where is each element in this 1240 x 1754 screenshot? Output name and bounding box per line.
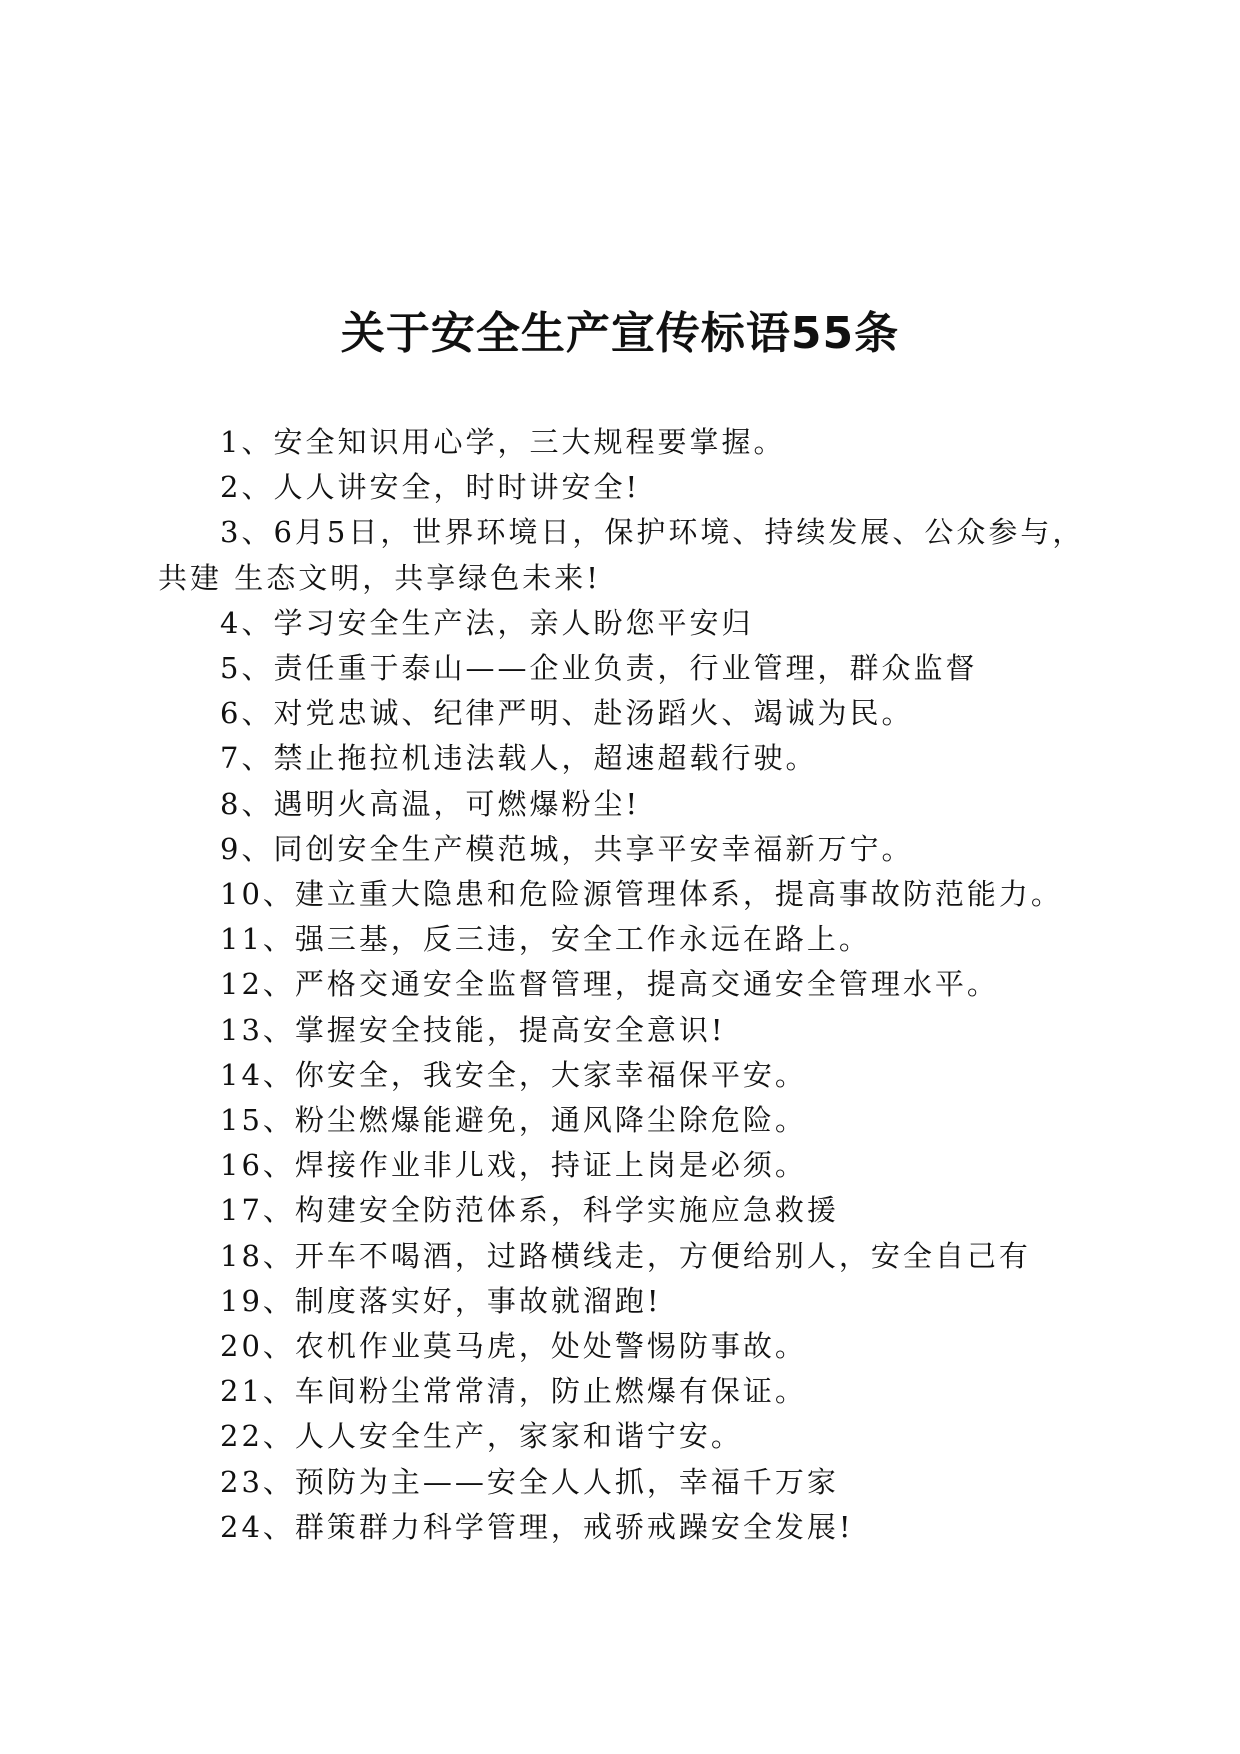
slogan-item — [158, 962, 1088, 1007]
slogan-item — [158, 1369, 1088, 1414]
slogan-text: 22、人人安全生产，家家和谐宁安。 — [220, 1419, 743, 1454]
slogan-item — [158, 1505, 1088, 1550]
slogan-text: 15、粉尘燃爆能避免，通风降尘除危险。 — [220, 1103, 807, 1138]
slogan-item — [158, 827, 1088, 872]
slogan-text: 10、建立重大隐患和危险源管理体系，提高事故防范能力。 — [220, 877, 1063, 912]
slogan-item — [158, 1098, 1088, 1143]
slogan-text: 24、群策群力科学管理，戒骄戒躁安全发展! — [220, 1509, 854, 1544]
slogan-item — [158, 1008, 1088, 1053]
slogan-item — [158, 510, 1088, 600]
slogan-item — [158, 782, 1088, 827]
slogan-text: 23、预防为主——安全人人抓，幸福千万家 — [220, 1464, 839, 1499]
slogan-text: 18、开车不喝酒，过路横线走，方便给别人，安全自己有 — [220, 1238, 1031, 1273]
slogan-text: 9、同创安全生产模范城，共享平安幸福新万宁。 — [220, 831, 914, 866]
slogan-text: 17、构建安全防范体系，科学实施应急救援 — [220, 1193, 839, 1228]
slogan-text: 7、禁止拖拉机违法载人，超速超载行驶。 — [220, 741, 818, 776]
slogan-text: 21、车间粉尘常常清，防止燃爆有保证。 — [220, 1374, 807, 1409]
slogan-item — [158, 646, 1088, 691]
slogan-text: 6、对党忠诚、纪律严明、赴汤蹈火、竭诚为民。 — [220, 696, 914, 731]
slogan-text: 14、你安全，我安全，大家幸福保平安。 — [220, 1057, 807, 1092]
slogan-text: 4、学习安全生产法，亲人盼您平安归 — [220, 605, 754, 640]
slogan-text: 3、6月5日，世界环境日，保护环境、持续发展、公众参与，共建 生态文明，共享绿色未来! — [158, 515, 1085, 595]
slogan-item — [158, 1234, 1088, 1279]
slogan-text: 8、遇明火高温，可燃爆粉尘! — [220, 786, 641, 821]
slogan-text: 13、掌握安全技能，提高安全意识! — [220, 1012, 726, 1047]
slogan-item — [158, 872, 1088, 917]
slogan-text: 11、强三基，反三违，安全工作永远在路上。 — [220, 922, 871, 957]
slogan-item — [158, 601, 1088, 646]
slogan-item — [158, 465, 1088, 510]
slogan-text: 16、焊接作业非儿戏，持证上岗是必须。 — [220, 1148, 807, 1183]
slogan-item — [158, 1053, 1088, 1098]
slogan-text: 5、责任重于泰山——企业负责，行业管理，群众监督 — [220, 651, 978, 686]
slogan-item — [158, 691, 1088, 736]
slogan-item — [158, 420, 1088, 465]
slogan-item — [158, 917, 1088, 962]
slogan-text: 1、安全知识用心学，三大规程要掌握。 — [220, 425, 786, 459]
slogan-text: 2、人人讲安全，时时讲安全! — [220, 470, 641, 505]
slogan-list — [158, 420, 1088, 1550]
slogan-text: 20、农机作业莫马虎，处处警惕防事故。 — [220, 1329, 807, 1364]
document-title: 关于安全生产宣传标语55条 — [340, 308, 900, 359]
slogan-item — [158, 1279, 1088, 1324]
slogan-text: 12、严格交通安全监督管理，提高交通安全管理水平。 — [220, 967, 999, 1002]
slogan-item — [158, 1460, 1088, 1505]
slogan-item — [158, 1188, 1088, 1233]
slogan-item — [158, 1414, 1088, 1459]
slogan-item — [158, 1324, 1088, 1369]
slogan-item — [158, 736, 1088, 781]
slogan-text: 19、制度落实好，事故就溜跑! — [220, 1283, 662, 1318]
slogan-item — [158, 1143, 1088, 1188]
